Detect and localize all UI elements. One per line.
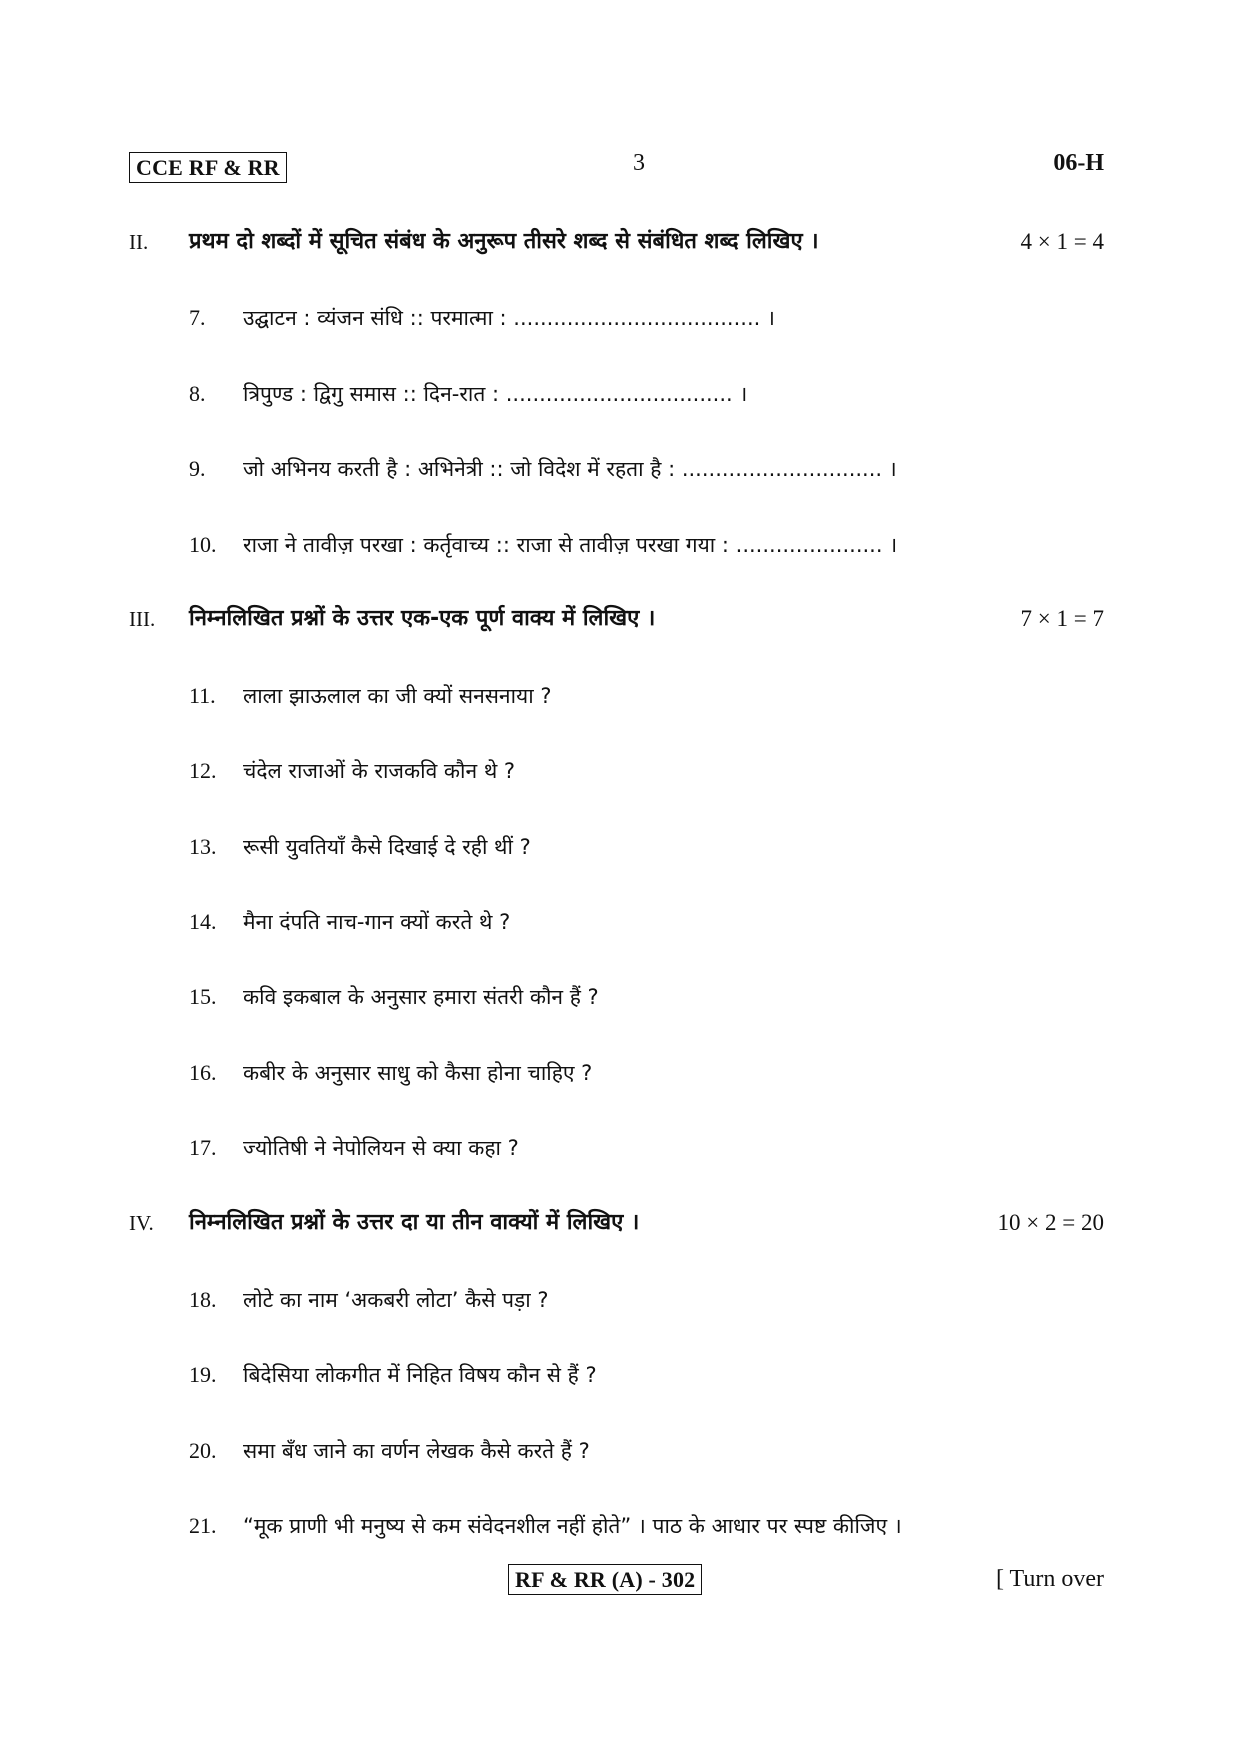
section-marks: 7 × 1 = 7 [1020,606,1104,631]
question-text: लोटे का नाम ‘अकबरी लोटा’ कैसे पड़ा ? [243,1288,549,1312]
section-heading-iii [129,599,1104,639]
question-12 [189,751,1104,791]
question-text: उद्घाटन : व्यंजन संधि :: परमात्मा : ..................................... । [243,306,775,330]
question-text: कबीर के अनुसार साधु को कैसा होना चाहिए ? [243,1061,593,1085]
question-text: ज्योतिषी ने नेपोलियन से क्या कहा ? [243,1136,519,1160]
section-instruction: निम्नलिखित प्रश्नों के उत्तर दा या तीन वाक्यों में लिखिए । [189,1210,640,1235]
question-number: 18. [189,1287,217,1312]
section-instruction: निम्नलिखित प्रश्नों के उत्तर एक-एक पूर्ण वाक्य में लिखिए । [189,606,656,631]
question-text: त्रिपुण्ड : द्विगु समास :: दिन-रात : .................................. । [243,382,748,406]
question-number: 8. [189,381,206,406]
question-10 [189,525,1104,565]
page-header [129,150,1104,190]
page-number: 3 [633,150,645,176]
question-9 [189,449,1104,489]
question-number: 12. [189,758,217,783]
paper-serial-box: RF & RR (A) - 302 [508,1564,702,1595]
question-16 [189,1053,1104,1093]
question-15 [189,977,1104,1017]
question-13 [189,827,1104,867]
question-number: 9. [189,456,206,481]
question-20 [189,1431,1104,1471]
section-marks: 10 × 2 = 20 [997,1210,1104,1235]
question-number: 11. [189,683,216,708]
question-14 [189,902,1104,942]
question-8 [189,374,1104,414]
section-instruction: प्रथम दो शब्दों में सूचित संबंध के अनुरूप तीसरे शब्द से संबंधित शब्द लिखिए । [189,229,819,254]
paper-code: 06-H [1053,150,1104,176]
exam-code-box: CCE RF & RR [129,152,287,183]
question-text: समा बँध जाने का वर्णन लेखक कैसे करते हैं ? [243,1439,590,1463]
turn-over-note: [ Turn over [995,1566,1104,1592]
question-number: 7. [189,305,206,330]
question-text: चंदेल राजाओं के राजकवि कौन थे ? [243,759,516,783]
question-text: राजा ने तावीज़ परखा : कर्तृवाच्य :: राजा से तावीज़ परखा गया : ...................... । [243,533,898,557]
section-marks: 4 × 1 = 4 [1020,229,1104,254]
question-18 [189,1280,1104,1320]
question-text: बिदेसिया लोकगीत में निहित विषय कौन से हैं ? [243,1363,597,1387]
question-number: 20. [189,1438,217,1463]
question-text: “मूक प्राणी भी मनुष्य से कम संवेदनशील नहीं होते” । पाठ के आधार पर स्पष्ट कीजिए । [243,1514,902,1538]
question-number: 19. [189,1362,217,1387]
question-19 [189,1355,1104,1395]
section-heading-iv [129,1203,1104,1243]
question-text: जो अभिनय करती है : अभिनेत्री :: जो विदेश में रहता है : .............................. । [243,457,897,481]
section-numeral: IV. [129,1211,154,1235]
question-number: 17. [189,1135,217,1160]
question-17 [189,1128,1104,1168]
question-number: 15. [189,984,217,1009]
question-number: 16. [189,1060,217,1085]
question-number: 21. [189,1513,217,1538]
section-heading-ii [129,222,1104,262]
section-numeral: III. [129,607,156,631]
question-text: रूसी युवतियाँ कैसे दिखाई दे रही थीं ? [243,835,531,859]
question-text: मैना दंपति नाच-गान क्यों करते थे ? [243,910,511,934]
question-11 [189,676,1104,716]
question-number: 13. [189,834,217,859]
question-7 [189,298,1104,338]
question-text: कवि इकबाल के अनुसार हमारा संतरी कौन हैं ? [243,985,599,1009]
question-number: 14. [189,909,217,934]
page-footer [129,1564,1104,1600]
section-numeral: II. [129,230,149,254]
question-text: लाला झाऊलाल का जी क्यों सनसनाया ? [243,684,552,708]
question-number: 10. [189,532,217,557]
question-21 [189,1506,1104,1546]
